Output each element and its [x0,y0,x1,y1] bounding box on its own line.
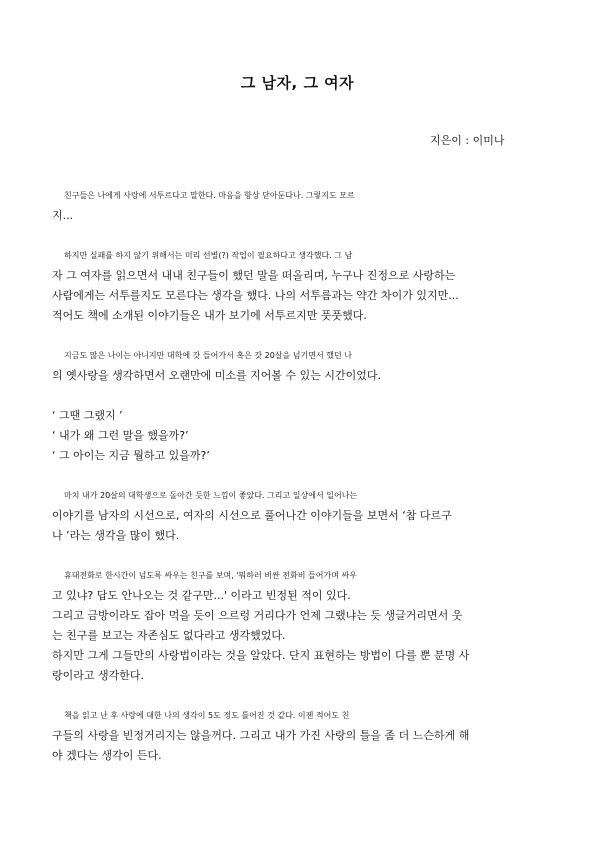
text-line: 고 있냐? 답도 안나오는 것 같구만...' 이라고 빈정된 적이 있다. [52,589,351,602]
quote-line: ‘ 그땐 그랬지 ’ [52,409,123,422]
author-line: 지은이 : 이미나 [430,134,505,147]
text-line: 책을 읽고 난 후 사랑에 대한 나의 생각이 5도 정도 틀어진 것 같다. 이젠 적어도 친 [64,711,350,720]
text-line: 지... [52,209,74,222]
paragraph-1 [52,186,545,226]
text-line: 그리고 금방이라도 잡아 먹을 듯이 으르렁 거리다가 언제 그랬냐는 듯 생글거리면서 웃 [52,609,463,622]
text-line: 자 그 여자를 읽으면서 내내 친구들이 했던 말을 떠올리며, 누구나 진정으로 사랑하는 [52,269,456,282]
text-line: 휴대전화로 한시간이 넘도록 싸우는 친구를 보며, '뭐하러 비싼 전화비 들어가며 싸우 [64,571,357,580]
text-line: 는 친구를 보고는 자존심도 없다라고 생각했었다. [52,629,286,642]
text-line: 구들의 사랑을 빈정거리지는 않을꺼다. 그리고 내가 가진 사랑의 틀을 좀 더 느슨하게 해 [52,729,470,742]
paragraph-6 [52,706,545,766]
text-line: 하지만 그게 그들만의 사랑법이라는 것을 알았다. 단지 표현하는 방법이 다를 뿐 분명 사 [52,649,470,662]
text-line: 하지만 실패를 하지 않기 위해서는 미리 선별(?) 작업이 필요하다고 생각했다. 그 남 [64,251,353,260]
text-line: 나 ’라는 생각을 많이 했다. [52,529,180,542]
document-title: 그 남자, 그 여자 [240,74,355,92]
text-line: 지금도 많은 나이는 아니지만 대학에 갓 들어가서 혹은 갓 20살을 넘기면서 했던 나 [64,351,352,360]
paragraph-5 [52,566,545,686]
paragraph-3 [52,346,545,386]
text-line: 사람에게는 서투를지도 모른다는 생각을 했다. 나의 서투름과는 약간 차이가 있지만... [52,289,459,302]
text-line: 이야기를 남자의 시선으로, 여자의 시선으로 풀어나간 이야기들을 보면서 ‘참 다르구 [52,509,452,522]
quote-block [52,406,545,466]
paragraph-4 [52,486,545,546]
text-line: 마치 내가 20살의 대학생으로 돌아간 듯한 느낌이 좋았다. 그리고 일상에서 일어나는 [64,491,358,500]
text-line: 의 옛사랑을 생각하면서 오랜만에 미소를 지어볼 수 있는 시간이었다. [52,369,381,382]
text-line: 적어도 책에 소개된 이야기들은 내가 보기에 서투르지만 풋풋했다. [52,309,367,322]
text-line: 친구들은 나에게 사랑에 서투르다고 말한다. 마음을 항상 닫아둔다나. 그렇지도 모르 [64,191,355,200]
text-line: 야 겠다는 생각이 든다. [52,749,162,762]
quote-line: ‘ 그 아이는 지금 뭘하고 있을까?’ [52,449,210,462]
paragraph-2 [52,246,545,326]
text-line: 랑이라고 생각한다. [52,669,145,682]
quote-line: ‘ 내가 왜 그런 말을 했을까?’ [52,429,189,442]
document-body [52,186,545,786]
